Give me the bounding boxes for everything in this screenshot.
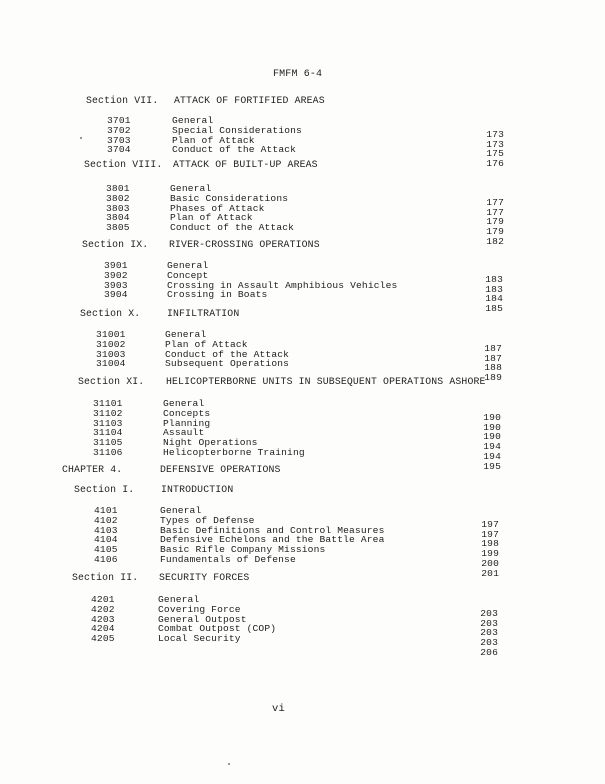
toc-entry-title: Crossing in Assault Amphibious Vehicles	[167, 279, 398, 291]
toc-paragraph-number: 31003	[96, 348, 126, 360]
toc-page-number: 183	[485, 283, 503, 295]
toc-entry-title: General	[167, 260, 209, 271]
toc-entry-title: General	[160, 505, 202, 516]
speck	[228, 763, 230, 765]
toc-entry-title: Phases of Attack	[170, 202, 265, 214]
toc-page-number: 187	[484, 342, 502, 354]
toc-page-number: 199	[481, 548, 499, 560]
section-title: RIVER-CROSSING OPERATIONS	[169, 239, 320, 250]
section-title: DEFENSIVE OPERATIONS	[160, 464, 281, 475]
section-title: ATTACK OF FORTIFIED AREAS	[174, 95, 325, 106]
toc-entry-title: Basic Definitions and Control Measures	[160, 524, 385, 536]
toc-page-number: 187	[484, 352, 502, 364]
toc-paragraph-number: 4204	[91, 623, 115, 635]
toc-entry-title: Special Considerations	[172, 124, 302, 136]
toc-paragraph-number: 31001	[96, 329, 126, 340]
section-label: CHAPTER 4.	[62, 464, 123, 475]
toc-entry-title: General	[158, 594, 200, 605]
section-title: INFILTRATION	[167, 308, 240, 319]
toc-paragraph-number: 31104	[93, 427, 123, 439]
toc-page-number: 185	[485, 303, 503, 315]
toc-paragraph-number: 3804	[106, 212, 130, 224]
toc-entry-title: Fundamentals of Defense	[160, 554, 296, 565]
toc-paragraph-number: 4105	[94, 544, 118, 556]
toc-entry-title: General Outpost	[158, 613, 247, 625]
section-title: SECURITY FORCES	[159, 572, 250, 583]
toc-entry-title: General	[170, 183, 212, 194]
toc-entry-title: Planning	[163, 417, 211, 429]
toc-page-number: 197	[481, 528, 499, 540]
toc-entry-title: Concept	[167, 269, 209, 281]
toc-page-number: 203	[480, 607, 498, 619]
toc-page-number: 179	[486, 226, 504, 238]
section-label: Section II.	[72, 572, 139, 583]
toc-page-number: 194	[483, 441, 501, 453]
toc-page-number: 188	[484, 362, 502, 374]
toc-page-number: 198	[481, 538, 499, 550]
section-label: Section XI.	[78, 376, 145, 387]
toc-paragraph-number: 3904	[104, 289, 128, 301]
toc-entry-title: Basic Rifle Company Missions	[160, 544, 326, 556]
toc-page-number: 206	[480, 646, 498, 658]
toc-page-number: 203	[480, 637, 498, 649]
section-title: INTRODUCTION	[161, 484, 234, 495]
toc-page-number: 176	[486, 158, 504, 170]
toc-paragraph-number: 31002	[96, 338, 126, 350]
toc-entry-title: General	[172, 115, 214, 126]
toc-paragraph-number: 31105	[93, 437, 123, 449]
toc-paragraph-number: 4103	[94, 524, 118, 536]
toc-page-number: 195	[483, 460, 501, 472]
toc-entry-title: Plan of Attack	[165, 338, 248, 350]
toc-page-number: 190	[483, 421, 501, 433]
toc-entry-title: Conduct of the Attack	[165, 348, 290, 360]
section-label: Section VIII.	[84, 159, 163, 170]
toc-entry-title: Types of Defense	[160, 514, 255, 526]
toc-page-number: 190	[483, 411, 501, 423]
toc-paragraph-number: 3803	[106, 202, 130, 214]
toc-entry-title: Plan of Attack	[172, 134, 255, 146]
toc-entry-title: Plan of Attack	[170, 212, 253, 224]
toc-page-number: 194	[483, 450, 501, 462]
toc-paragraph-number: 3701	[107, 115, 131, 126]
toc-paragraph-number: 4102	[94, 514, 118, 526]
toc-paragraph-number: 3801	[106, 183, 130, 194]
toc-page-number: 173	[486, 128, 504, 140]
toc-paragraph-number: 31004	[96, 358, 126, 370]
page-folio: vi	[272, 703, 285, 715]
section-title: HELICOPTERBORNE UNITS IN SUBSEQUENT OPERATIONS ASHORE	[166, 376, 486, 387]
toc-paragraph-number: 4202	[91, 603, 115, 615]
toc-paragraph-number: 4201	[91, 594, 115, 605]
toc-page-number: 184	[485, 293, 503, 305]
toc-paragraph-number: 3901	[104, 260, 128, 271]
section-label: Section I.	[74, 484, 135, 495]
toc-paragraph-number: 4106	[94, 554, 118, 565]
toc-paragraph-number: 4101	[94, 505, 118, 516]
toc-entry-title: Subsequent Operations	[165, 358, 290, 370]
toc-page-number: 183	[485, 273, 503, 285]
toc-entry-title: Defensive Echelons and the Battle Area	[160, 534, 385, 546]
toc-entry-title: General	[163, 398, 205, 409]
toc-entry-title: Assault	[163, 427, 205, 439]
toc-page-number: 203	[480, 627, 498, 639]
toc-entry-title: Covering Force	[158, 603, 241, 615]
toc-paragraph-number: 3702	[107, 124, 131, 136]
toc-paragraph-number: 3704	[107, 144, 131, 156]
toc-paragraph-number: 3703	[107, 134, 131, 146]
toc-page-number: 177	[486, 206, 504, 218]
toc-page-number: 173	[486, 138, 504, 150]
running-header: FMFM 6-4	[273, 69, 323, 80]
toc-paragraph-number: 4203	[91, 613, 115, 625]
section-title: ATTACK OF BUILT-UP AREAS	[173, 159, 318, 170]
toc-paragraph-number: 3805	[106, 222, 130, 234]
toc-paragraph-number: 31101	[93, 398, 123, 409]
speck	[80, 137, 82, 139]
toc-entry-title: Conduct of the Attack	[170, 222, 295, 234]
toc-page-number: 200	[481, 557, 499, 569]
toc-paragraph-number: 4205	[91, 633, 115, 645]
toc-entry-title: Conduct of the Attack	[172, 144, 297, 156]
section-label: Section VII.	[86, 95, 159, 106]
toc-page-number: 177	[486, 196, 504, 208]
toc-page-number: 182	[486, 235, 504, 247]
toc-page-number: 190	[483, 431, 501, 443]
toc-page-number: 189	[484, 372, 502, 384]
toc-paragraph-number: 31106	[93, 447, 123, 458]
toc-entry-title: Helicopterborne Training	[163, 447, 305, 458]
toc-entry-title: Combat Outpost (COP)	[158, 623, 277, 635]
section-label: Section X.	[80, 308, 141, 319]
toc-page-number: 175	[486, 148, 504, 160]
toc-entry-title: Crossing in Boats	[167, 289, 268, 301]
toc-entry-title: Local Security	[158, 633, 241, 645]
toc-entry-title: Concepts	[163, 407, 211, 419]
toc-page-number: 203	[480, 617, 498, 629]
toc-entry-title: Night Operations	[163, 437, 258, 449]
toc-paragraph-number: 3802	[106, 192, 130, 204]
toc-page-number: 201	[481, 567, 499, 579]
section-label: Section IX.	[82, 239, 149, 250]
toc-paragraph-number: 3902	[104, 269, 128, 281]
toc-paragraph-number: 3903	[104, 279, 128, 291]
toc-paragraph-number: 31103	[93, 417, 123, 429]
toc-paragraph-number: 31102	[93, 407, 123, 419]
toc-entry-title: Basic Considerations	[170, 192, 289, 204]
toc-paragraph-number: 4104	[94, 534, 118, 546]
toc-page-number: 197	[481, 518, 499, 530]
toc-page-number: 179	[486, 216, 504, 228]
toc-entry-title: General	[165, 329, 207, 340]
